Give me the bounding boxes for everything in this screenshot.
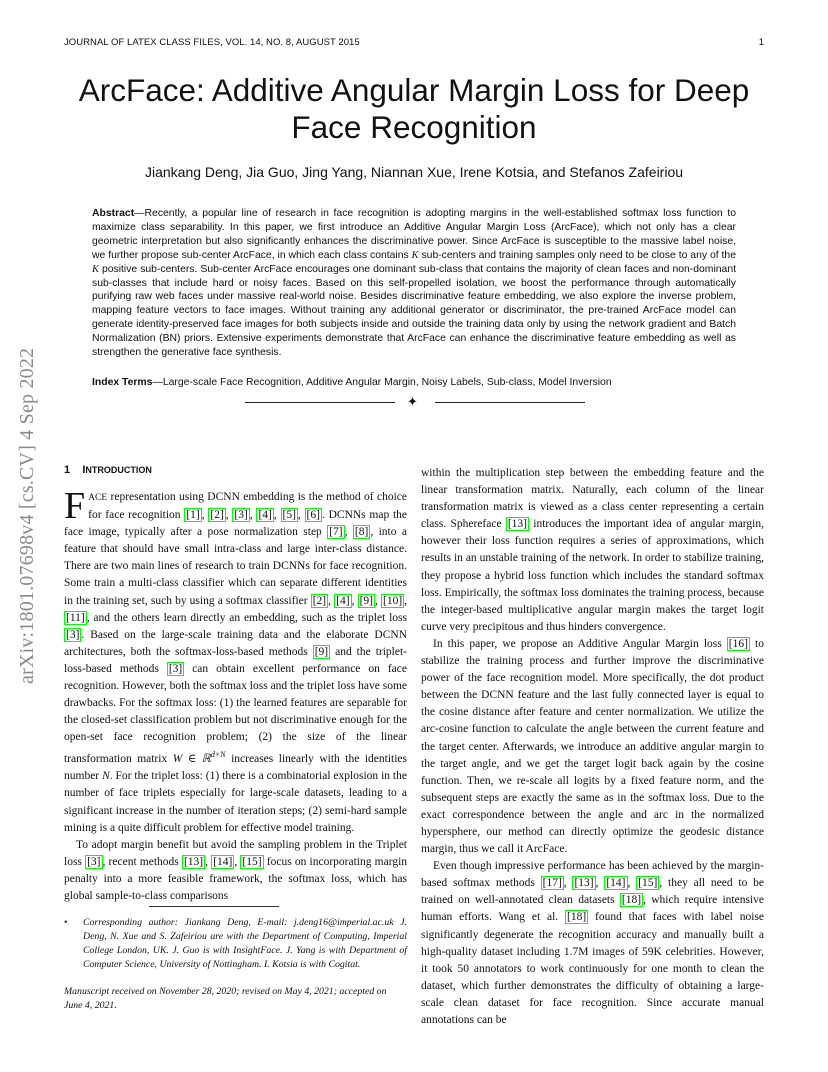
abstract (92, 207, 736, 360)
divider-ornament-icon: ✦ (407, 394, 418, 409)
paragraph: Even though impressive performance has been achieved by the margin-based softmax methods [17] , [13] , [14] , [15] , they all need to be trained on well-annotated clean datasets [18] , which require intensive human efforts. Wang et al. [18] found that faces with label noise significantly degenerate the recognition accuracy and manually built a high-quality dataset including 1.7M images of 59K celebrities. However, it took 50 annotators to work continuously for one month to clean the dataset, which further demonstrates the difficulty of obtaining a large-scale clean dataset for face recognition. Since accurate manual annotations can be (421, 860, 765, 1026)
footnote-text: Corresponding author: Jiankang Deng, E-mail: j.deng16@imperial.ac.uk J. Deng, N. Xue and S. Zafeiriou are with the Department of Computing, Imperial College London, UK. J. Guo is with InsightFace. J. Yang is with Department of Computer Science, University of Nottingham. I. Kotsia is with Cogitat. (83, 917, 407, 970)
divider-rule-left (245, 402, 395, 403)
math-superscript: d×N (210, 750, 226, 760)
text-run: increases linearly with the identities number (64, 753, 407, 783)
paragraph (421, 465, 764, 636)
citation-link[interactable]: [1] (186, 509, 200, 522)
citation-link[interactable]: [15] (638, 877, 658, 890)
citation-link[interactable]: [16] (728, 637, 748, 650)
text-run: can obtain excellent performance on face recognition. However, both the softmax loss and the triplet loss have some drawbacks. For the softmax loss: (1) the learned features are separable for the closed-set classification problem but not discriminative enough for the open-set face recognition problem; (2) the size of the linear transformation matrix (64, 662, 407, 766)
citation-link[interactable]: [6] (306, 509, 320, 522)
text-run: , which require intensive human efforts. Wang et al. (421, 894, 765, 924)
text-run: To adopt margin benefit but avoid the sampling problem in the Triplet loss (64, 838, 407, 868)
citation-link[interactable]: [9] (359, 594, 373, 607)
arxiv-watermark: arXiv:1801.07698v4 [cs.CV] 4 Sep 2022 (16, 347, 38, 684)
citation-link[interactable]: [7] (329, 526, 343, 539)
section-title-initial: I (82, 464, 86, 476)
index-terms-text: —Large-scale Face Recognition, Additive Angular Margin, Noisy Labels, Sub-class, Model Inversion (152, 377, 612, 388)
running-head: JOURNAL OF LATEX CLASS FILES, VOL. 14, NO. 8, AUGUST 2015 (64, 37, 360, 48)
citation-link[interactable]: [14] (213, 855, 233, 868)
citation-link[interactable]: [3] (66, 628, 80, 641)
citation-link[interactable]: [8] (354, 526, 369, 539)
index-terms-label: Index Terms (92, 377, 153, 388)
citation-link[interactable]: [13] (507, 518, 528, 531)
citation-link[interactable]: [4] (258, 509, 272, 522)
citation-link[interactable]: [2] (312, 594, 327, 607)
section-number: 1 (64, 464, 71, 476)
text-run: . DCNNs map the face image, typically after a pose normalization step (64, 509, 407, 539)
citation-link[interactable]: [3] (87, 855, 101, 868)
abstract-label: Abstract (92, 208, 135, 219)
footnote (64, 916, 407, 972)
citation-link[interactable]: [10] (382, 594, 403, 607)
text-run: representation using DCNN embedding is the method of choice for face recognition (88, 491, 407, 522)
abstract-text-3: positive sub-centers. Sub-center ArcFace encourages one dominant sub-class that contains the majority of clean faces and non-dominant sub-classes that include hard or noisy faces. Based on this self-propelled isolation, we boost the performance through automatically purifying raw web faces under massive real-world noise. Besides discriminative feature embedding, we also explore the inverse problem, mapping feature vectors to face images. Without training any additional generator or discriminator, the pre-trained ArcFace model can generate identity-preserved face images for both subjects inside and outside the training data only by using the network gradient and Batch Normalization (BN) priors. Extensive experiments demonstrate that ArcFace can enhance the discriminative feature embedding as well as strengthen the generative face synthesis. (92, 263, 736, 359)
paper-title: ArcFace: Additive Angular Margin Loss for Deep Face Recognition (78, 72, 750, 145)
citation-link[interactable]: [9] (314, 645, 329, 658)
text-run: Even though impressive performance has been achieved by the margin-based softmax methods (421, 860, 764, 890)
abstract-symbol-k: K (411, 249, 419, 261)
text-run: within the multiplication step between the embedding feature and the linear transformation matrix. Naturally, each column of the linear transformation matrix is viewed as a class center representing a certain class. Sphereface (421, 467, 764, 531)
citation-link[interactable]: [13] (574, 877, 594, 890)
citation-link[interactable]: [14] (606, 877, 626, 890)
citation-link[interactable]: [4] (336, 594, 350, 607)
lead-caps: ACE (88, 493, 108, 503)
author-list: Jiankang Deng, Jia Guo, Jing Yang, Niannan Xue, Irene Kotsia, and Stefanos Zafeiriou (144, 164, 684, 180)
abstract-symbol-k: K (92, 263, 99, 275)
text-run: . For the triplet loss: (1) there is a combinatorial explosion in the number of face triplets especially for large-scale datasets, leading to a significant increase in the number of iteration steps; (2) semi-hard sample mining is a quite difficult problem for effective model training. (64, 770, 407, 834)
paragraph: FACE representation using DCNN embedding is the method of choice for face recognition [1] , [2] , [3] , [4] , [5] , [6] . DCNNs map the face image, typically after a pose normalization step [7] , [8] , into a feature that should have small intra-class and large inter-class distance. There are two main lines of research to train DCNNs for face recognition. Some train a multi-class classifier which can separate different identities in the training set, such by using a softmax classifier [2] , [4] , [9] , [10] , [11] , and the others learn directly an embedding, such as the triplet loss [3] . Based on the large-scale training data and the elaborate DCNN architectures, both the softmax-loss-based methods [9] and the triplet-loss-based methods [3] can obtain excellent performance on face recognition. However, both the softmax loss and the triplet loss have some drawbacks. For the softmax loss: (1) the learned features are separable for the closed-set classification problem but not discriminative enough for the open-set face recognition problem; (2) the size of the linear transformation matrix W ∈ ℝ$^{d\times N}$ increases linearly with the identities number N. For the triplet loss: (1) there is a combinatorial explosion in the number of face triplets especially for large-scale datasets, leading to a significant increase in the number of iteration steps; (2) semi-hard sample mining is a quite difficult problem for effective model training. (64, 485, 408, 834)
citation-link[interactable]: [18] (567, 911, 587, 924)
citation-link[interactable]: [3] (234, 509, 248, 522)
text-run: , and the others learn directly an embedding, such as the triplet loss (86, 611, 407, 624)
text-run: , into a feature that should have small intra-class and large inter-class distance. There are two main lines of research to train DCNNs for face recognition. Some train a multi-class classifier which can separate different identities in the training set, such by using a softmax classifier (64, 526, 407, 607)
page-number: 1 (758, 37, 764, 48)
manuscript-note: Manuscript received on November 28, 2020; revised on May 4, 2021; accepted on June 4, 2021. (64, 986, 387, 1011)
drop-cap: F (64, 485, 86, 527)
text-run: and the triplet-loss-based methods (64, 645, 407, 675)
text-run: introduces the important idea of angular margin, however their loss function requires a series of approximations, which results in an unstable training of the network. In order to stabilize training, they propose a hybrid loss function which includes the standard softmax loss. Empirically, the softmax loss dominates the training process, because the integer-based multiplicative angular margin makes the target logit curve very precipitous and thus hinders convergence. (421, 518, 764, 633)
abstract-text-2: sub-centers and training samples only need to be close to any of the (418, 249, 736, 261)
citation-link[interactable]: [18] (621, 894, 642, 907)
citation-link[interactable]: [13] (183, 855, 204, 868)
text-run: found that faces with label noise significantly degenerate the recognition accuracy and manually built a high-quality dataset including 1.7M images of 59K celebrities. However, it took 50 annotators to work continuously for one month to clean the dataset, which further demonstrates the difficulty of obtaining a large-scale clean dataset for face recognition. Since accurate manual annotations can be (421, 911, 764, 1026)
body-column-left (64, 485, 408, 905)
section-divider (245, 396, 585, 410)
divider-rule-right (435, 402, 585, 403)
body-column-right (421, 465, 764, 1029)
citation-link[interactable]: [3] (168, 662, 183, 675)
footnote-rule (149, 906, 279, 907)
abstract-text-1: —Recently, a popular line of research in face recognition is adopting margins in the well-established softmax loss function to maximize class separability. In this paper, we first introduce an Additive Angular Margin Loss (ArcFace), which not only has a clear geometric interpretation but also significantly enhances the discriminative power. Since ArcFace is susceptible to the massive label noise, we further propose sub-center ArcFace, in which each class contains (92, 208, 736, 261)
section-heading (64, 464, 152, 476)
paragraph (421, 636, 764, 858)
math-symbol: W ∈ ℝ (172, 753, 211, 766)
citation-link[interactable]: [11] (66, 611, 85, 624)
text-run: focus on incorporating margin penalty into a more feasible framework, the softmax loss, which has global sample-to-class comparisons (64, 855, 408, 902)
text-run: , they all need to be trained on well-annotated clean datasets (421, 877, 765, 907)
citation-link[interactable]: [2] (210, 509, 224, 522)
text-run: to stabilize the training process and further improve the discriminative power of the face recognition model. More specifically, the dot product between the DCNN feature and the last fully connected layer is equal to the cosine distance after feature and center normalization. We utilize the arc-cosine function to calculate the angle between the current feature and the target center. Afterwards, we introduce an additive angular margin to the target angle, and we get the target logit back again by the cosine function. Then, we re-scale all logits by a fixed feature norm, and the subsequent steps are exactly the same as in the softmax loss. Due to the exact correspondence between the angle and arc in the normalized hypersphere, our method can directly optimize the geodesic distance margin, thus we call it ArcFace. (421, 637, 764, 856)
section-title-rest: NTRODUCTION (85, 465, 152, 475)
paragraph: To adopt margin benefit but avoid the sampling problem in the Triplet loss [3] , recent methods [13] , [14] , [15] focus on incorporating margin penalty into a more feasible framework, the softmax loss, which has global sample-to-class comparisons (64, 838, 408, 902)
citation-link[interactable]: [5] (282, 509, 296, 522)
math-symbol: N (102, 770, 110, 783)
text-run: In this paper, we propose an Additive Angular Margin loss (433, 637, 727, 650)
citation-link[interactable]: [15] (242, 855, 262, 868)
index-terms (92, 376, 736, 390)
text-run: , recent methods (102, 855, 182, 868)
text-run: . Based on the large-scale training data and the elaborate DCNN architectures, both the softmax-loss-based methods (64, 628, 407, 658)
footnote-bullet-icon: • (64, 917, 68, 928)
citation-link[interactable]: [17] (542, 877, 562, 890)
